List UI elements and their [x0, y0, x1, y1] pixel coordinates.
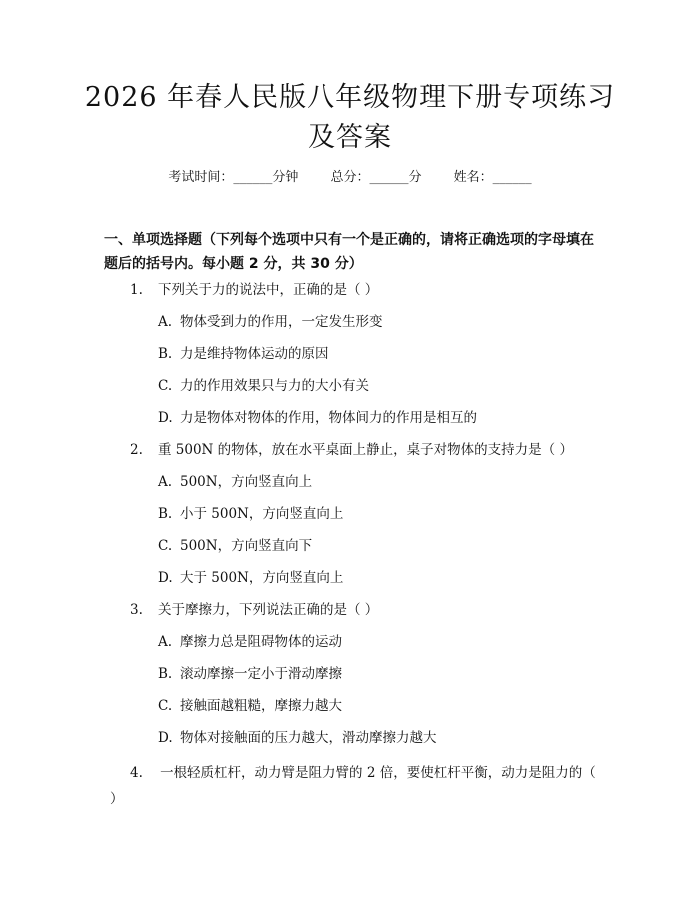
option-text: 力的作用效果只与力的大小有关 [180, 378, 369, 394]
question-number: 2. [130, 442, 143, 458]
option-label: C. [158, 698, 173, 714]
option-label: D. [158, 570, 173, 586]
option-label: B. [158, 666, 173, 682]
total-score-field: 总分：______分 [330, 170, 422, 185]
question-text: 重 500N 的物体，放在水平桌面上静止，桌子对物体的支持力是（ ） [158, 442, 573, 458]
option-text: 接触面越粗糙，摩擦力越大 [180, 698, 342, 714]
option-label: A. [158, 474, 173, 490]
question-1-option-c [158, 376, 598, 396]
section-heading: 一、单项选择题（下列每个选项中只有一个是正确的，请将正确选项的字母填在题后的括号内。每小题 2 分，共 30 分） [104, 232, 594, 272]
option-text: 摩擦力总是阻碍物体的运动 [180, 634, 342, 650]
option-text: 500N，方向竖直向上 [180, 474, 313, 490]
question-3-option-c [158, 696, 598, 716]
question-1-option-a [158, 312, 598, 332]
question-1 [130, 280, 600, 300]
question-text: 下列关于力的说法中，正确的是（ ） [158, 282, 379, 298]
question-number: 4. [130, 765, 143, 781]
question-2 [130, 440, 600, 460]
option-label: A. [158, 314, 173, 330]
option-text: 小于 500N，方向竖直向上 [180, 506, 344, 522]
question-3-option-b [158, 664, 598, 684]
option-text: 力是物体对物体的作用，物体间力的作用是相互的 [180, 410, 477, 426]
option-text: 物体受到力的作用，一定发生形变 [180, 314, 383, 330]
option-label: D. [158, 730, 173, 746]
option-label: C. [158, 378, 173, 394]
question-number: 1. [130, 282, 143, 298]
question-2-option-a [158, 472, 598, 492]
question-text: 关于摩擦力，下列说法正确的是（ ） [158, 602, 379, 618]
exam-time-field: 考试时间：______分钟 [168, 170, 299, 185]
option-label: A. [158, 634, 173, 650]
option-text: 500N，方向竖直向下 [180, 538, 313, 554]
question-3 [130, 600, 600, 620]
option-text: 物体对接触面的压力越大，滑动摩擦力越大 [180, 730, 437, 746]
student-name-field: 姓名：______ [453, 170, 532, 185]
question-text: 一根轻质杠杆，动力臂是阻力臂的 2 倍，要使杠杆平衡，动力是阻力的（ ） [110, 765, 596, 807]
option-label: D. [158, 410, 173, 426]
option-label: B. [158, 346, 173, 362]
question-1-option-d [158, 408, 598, 428]
question-1-option-b [158, 344, 598, 364]
option-text: 力是维持物体运动的原因 [180, 346, 329, 362]
question-2-option-d [158, 568, 598, 588]
option-text: 大于 500N，方向竖直向上 [180, 570, 344, 586]
question-number: 3. [130, 602, 143, 618]
question-3-option-d [158, 728, 598, 748]
exam-meta [0, 168, 700, 188]
question-3-option-a [158, 632, 598, 652]
option-text: 滚动摩擦一定小于滑动摩擦 [180, 666, 342, 682]
option-label: C. [158, 538, 173, 554]
document-title: 2026 年春人民版八年级物理下册专项练习及答案 [84, 82, 616, 153]
option-label: B. [158, 506, 173, 522]
question-4 [110, 760, 600, 812]
question-2-option-c [158, 536, 598, 556]
question-2-option-b [158, 504, 598, 524]
